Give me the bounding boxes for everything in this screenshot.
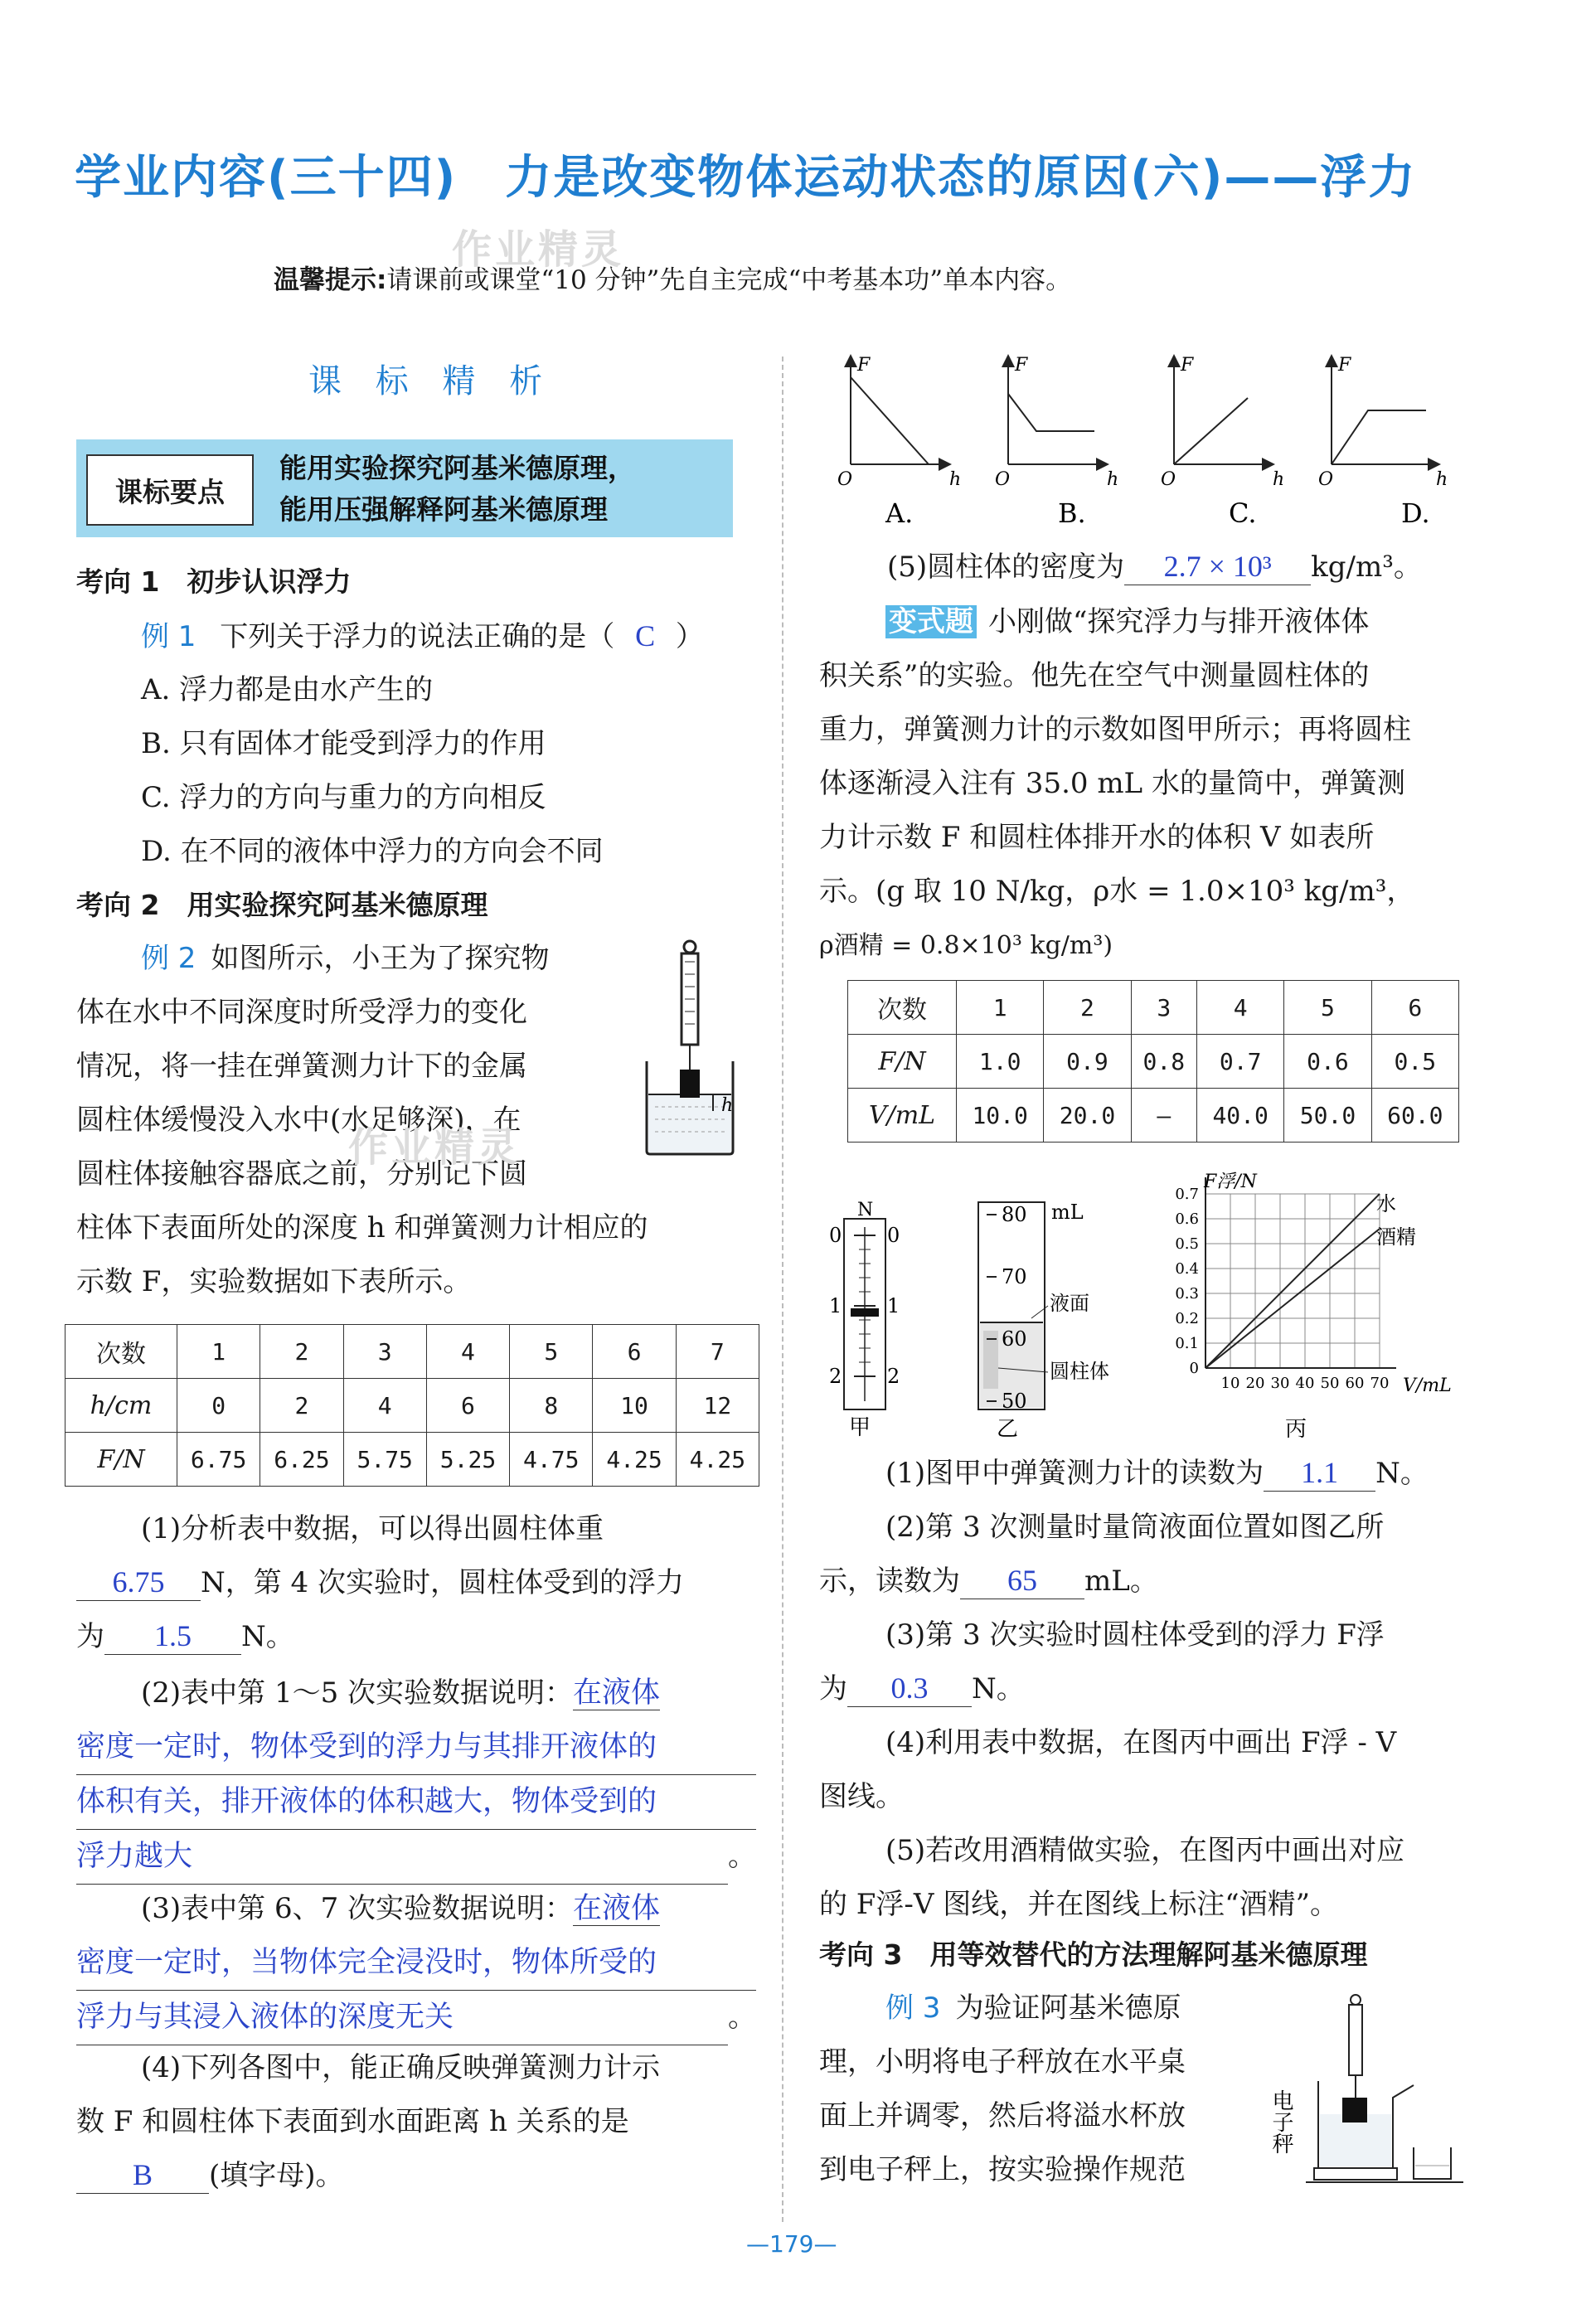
table-cell: 10 <box>593 1379 676 1433</box>
y-tick-label: 0.5 <box>1175 1235 1199 1253</box>
period: 。 <box>728 2001 756 2034</box>
table-row <box>848 981 1459 1035</box>
option: C. 浮力的方向与重力的方向相反 <box>141 781 546 814</box>
v2-text: 示，读数为 <box>819 1565 960 1598</box>
ex1-stem <box>141 609 704 664</box>
yi-tick: 60 <box>1002 1327 1027 1351</box>
q2-answer: 密度一定时，物体受到的浮力与其排开液体的 <box>76 1720 756 1775</box>
v4-line: 图线。 <box>819 1780 904 1813</box>
table-cell: 3 <box>1131 981 1196 1035</box>
y-tick-label: 0.3 <box>1175 1285 1199 1303</box>
q4-block <box>76 2041 756 2203</box>
table-row <box>848 1035 1459 1089</box>
v3-text: 为 <box>819 1672 847 1705</box>
kaoxiang-2: 考向 2 用实验探究阿基米德原理 <box>76 889 488 921</box>
table-cell: 4 <box>343 1379 426 1433</box>
data-table-1 <box>65 1324 759 1487</box>
axis-h: h <box>1273 469 1285 490</box>
jia-tick: 1 <box>829 1294 842 1317</box>
axis-f: F <box>1338 355 1351 376</box>
key-line: 能用实验探究阿基米德原理， <box>279 452 635 484</box>
q1-answer-weight: 6.75 <box>76 1564 201 1601</box>
graph-options <box>829 352 1492 539</box>
table-cell: 3 <box>343 1325 426 1379</box>
ex3-label: 例 3 <box>885 1992 941 2025</box>
key-text <box>279 448 635 531</box>
option: A. 浮力都是由水产生的 <box>141 673 434 706</box>
axis-o: O <box>837 469 853 490</box>
table-cell: 4 <box>1197 981 1284 1035</box>
fig-label-yi: 乙 <box>997 1417 1019 1442</box>
yi-tick: 50 <box>1002 1390 1027 1413</box>
jia-tick: 1 <box>887 1294 900 1317</box>
kaoxiang-3: 考向 3 用等效替代的方法理解阿基米德原理 <box>819 1938 1368 1971</box>
section-title: 课 标 精 析 <box>308 362 555 400</box>
table-cell: 10.0 <box>957 1089 1044 1143</box>
table-cell: 20.0 <box>1044 1089 1131 1143</box>
table-cell: — <box>1131 1089 1196 1143</box>
table-cell: 5 <box>1284 981 1371 1035</box>
ex1-text: 下列关于浮力的说法正确的是（ <box>220 620 615 653</box>
yi-surface-label: 液面 <box>1050 1292 1089 1315</box>
table-cell: 6 <box>593 1325 676 1379</box>
q5-unit: kg/m³。 <box>1311 551 1422 584</box>
row-label: V/mL <box>848 1089 957 1143</box>
yi-unit: mL <box>1051 1201 1084 1224</box>
graph-label: D. <box>1401 497 1430 529</box>
key-label: 课标要点 <box>86 454 254 526</box>
ex3-line: 面上并调零，然后将溢水杯放 <box>819 2099 1186 2132</box>
ex1-close: ） <box>675 620 704 653</box>
scale-label: 电子秤 <box>1269 2089 1293 2154</box>
jia-tick: 0 <box>829 1224 842 1247</box>
y-tick-label: 0 <box>1189 1360 1199 1377</box>
fig-h-label: h <box>721 1095 734 1116</box>
q2-block <box>76 1666 756 1885</box>
table-cell: 0.8 <box>1131 1035 1196 1089</box>
q2-answer: 体积有关，排开液体的体积越大，物体受到的 <box>76 1775 756 1830</box>
q1-line: (1)分析表中数据，可以得出圆柱体重 <box>141 1512 604 1545</box>
data-table-2 <box>847 980 1459 1143</box>
v2-answer: 65 <box>960 1562 1084 1599</box>
q4-answer: B <box>76 2156 209 2194</box>
y-tick-label: 0.6 <box>1175 1210 1199 1228</box>
table-cell: 0.6 <box>1284 1035 1371 1089</box>
q1-block <box>76 1502 756 1664</box>
table-cell: 0.7 <box>1197 1035 1284 1089</box>
row-label: h/cm <box>65 1379 177 1433</box>
variant-line: 重力，弹簧测力计的示数如图甲所示；再将圆柱 <box>819 713 1411 746</box>
graph-c <box>1161 355 1284 529</box>
v5-line: 的 F浮-V 图线，并在图线上标注“酒精”。 <box>819 1888 1339 1921</box>
q5-answer: 2.7 × 10³ <box>1124 548 1311 585</box>
table-cell: 1.0 <box>957 1035 1044 1089</box>
spring-scale-beaker-figure <box>638 937 746 1169</box>
ex2-label: 例 2 <box>141 942 196 975</box>
v5-line: (5)若改用酒精做实验，在图丙中画出对应 <box>885 1834 1405 1867</box>
yi-tick: 80 <box>1002 1203 1027 1226</box>
x-tick-label: 50 <box>1320 1375 1340 1392</box>
q1-text: N，第 4 次实验时，圆柱体受到的浮力 <box>201 1566 684 1599</box>
axis-f: F <box>1015 355 1028 376</box>
graph-label: A. <box>885 497 914 529</box>
table-cell: 2 <box>260 1379 343 1433</box>
table-cell: 6 <box>1371 981 1458 1035</box>
yi-tick: 70 <box>1002 1265 1027 1288</box>
row-label: 次数 <box>65 1325 177 1379</box>
axis-o: O <box>1318 469 1334 490</box>
variant-line: 示。(g 取 10 N/kg，ρ水 = 1.0×10³ kg/m³， <box>819 875 1415 908</box>
graph-label: B. <box>1058 497 1086 529</box>
key-line: 能用压强解释阿基米德原理 <box>279 493 608 526</box>
q2-answer: 在液体 <box>573 1676 661 1710</box>
chart-series <box>1205 1194 1380 1368</box>
key-box <box>76 439 733 537</box>
q2-text: (2)表中第 1～5 次实验数据说明： <box>141 1676 574 1710</box>
row-label: F/N <box>848 1035 957 1089</box>
chart-ylabel: F浮/N <box>1204 1172 1257 1192</box>
table-cell: 4.75 <box>510 1433 593 1487</box>
table-cell: 1 <box>957 981 1044 1035</box>
table-cell: 4.25 <box>593 1433 676 1487</box>
v2-line: (2)第 3 次测量时量筒液面位置如图乙所 <box>885 1511 1385 1544</box>
x-tick-label: 40 <box>1295 1375 1315 1392</box>
x-tick-label: 60 <box>1345 1375 1365 1392</box>
variant-label: 变式题 <box>885 605 977 638</box>
page-title: 学业内容(三十四) 力是改变物体运动状态的原因(六)——浮力 <box>75 151 1417 205</box>
option: B. 只有固体才能受到浮力的作用 <box>141 727 546 760</box>
q4-line: 数 F 和圆柱体下表面到水面距离 h 关系的是 <box>76 2105 629 2138</box>
jia-tick: 0 <box>887 1224 900 1247</box>
y-tick-label: 0.4 <box>1175 1260 1199 1278</box>
variant-line: ρ酒精 = 0.8×10³ kg/m³) <box>819 931 1113 960</box>
axis-h: h <box>949 469 962 490</box>
q5-text: (5)圆柱体的密度为 <box>887 551 1125 584</box>
table-cell: 5 <box>510 1325 593 1379</box>
overflow-cup-figure <box>1269 1990 1488 2197</box>
axis-h: h <box>1436 469 1448 490</box>
table-cell: 2 <box>260 1325 343 1379</box>
variant-line: 体逐渐浸入注有 35.0 mL 水的量筒中，弹簧测 <box>819 767 1405 800</box>
variant-line: 小刚做“探究浮力与排开液体体 <box>988 605 1370 638</box>
yi-cylinder-label: 圆柱体 <box>1050 1360 1109 1383</box>
q4-tail: (填字母)。 <box>209 2159 344 2192</box>
series-line-alcohol <box>1205 1229 1380 1368</box>
table-cell: 2 <box>1044 981 1131 1035</box>
ex2-line: 柱体下表面所处的深度 h 和弹簧测力计相应的 <box>76 1211 648 1244</box>
tip-text: 请课前或课堂“10 分钟”先自主完成“中考基本功”单本内容。 <box>386 265 1072 295</box>
x-tick-label: 70 <box>1370 1375 1390 1392</box>
variant-line: 积关系”的实验。他先在空气中测量圆柱体的 <box>819 659 1370 692</box>
watermark: 作业精灵 <box>348 1124 521 1171</box>
v1-text: (1)图甲中弹簧测力计的读数为 <box>885 1457 1264 1490</box>
q2-answer: 浮力越大 <box>76 1830 728 1885</box>
q4-line: (4)下列各图中，能正确反映弹簧测力计示 <box>141 2051 661 2084</box>
table-cell: 6.25 <box>260 1433 343 1487</box>
v1-unit: N。 <box>1375 1457 1429 1490</box>
table-cell: 60.0 <box>1371 1089 1458 1143</box>
q1-answer-buoyancy: 1.5 <box>104 1618 241 1655</box>
y-tick-label: 0.2 <box>1175 1310 1199 1327</box>
chart-xlabel: V/mL <box>1403 1375 1452 1396</box>
table-cell: 50.0 <box>1284 1089 1371 1143</box>
v3-line: (3)第 3 次实验时圆柱体受到的浮力 F浮 <box>885 1618 1385 1652</box>
figure-bing-chart <box>1154 1169 1469 1443</box>
q3-answer: 在液体 <box>573 1892 661 1925</box>
x-tick-label: 20 <box>1245 1375 1265 1392</box>
table-cell: 1 <box>177 1325 260 1379</box>
figure-jia-spring-scale <box>821 1202 904 1443</box>
option: D. 在不同的液体中浮力的方向会不同 <box>141 835 604 868</box>
v2-unit: mL。 <box>1084 1565 1158 1598</box>
ex1-answer: C <box>635 619 656 653</box>
tip-label: 温馨提示: <box>274 265 387 295</box>
v1-answer: 1.1 <box>1264 1454 1375 1492</box>
chart-series-label-alcohol: 酒精 <box>1376 1225 1416 1249</box>
table-cell: 12 <box>676 1379 759 1433</box>
table-cell: 8 <box>510 1379 593 1433</box>
x-tick-label: 10 <box>1220 1375 1240 1392</box>
q1-text: 为 <box>76 1620 104 1653</box>
jia-tick: 2 <box>829 1365 842 1388</box>
table-cell: 0.5 <box>1371 1035 1458 1089</box>
ex2-line: 情况，将一挂在弹簧测力计下的金属 <box>76 1050 527 1083</box>
ex1-label: 例 1 <box>141 620 196 653</box>
table-cell: 4.25 <box>676 1433 759 1487</box>
ex3-block <box>819 1982 1267 2197</box>
period: 。 <box>728 1840 756 1873</box>
graph-label: C. <box>1229 497 1257 529</box>
table-cell: 7 <box>676 1325 759 1379</box>
q1-text: N。 <box>241 1620 294 1653</box>
ex2-line: 圆柱体缓慢没入水中(水足够深)，在 <box>76 1104 521 1137</box>
table-row <box>848 1089 1459 1143</box>
variant-line: 力计示数 F 和圆柱体排开水的体积 V 如表所 <box>819 821 1375 854</box>
row-label: 次数 <box>848 981 957 1035</box>
q5-line <box>887 541 1422 594</box>
y-tick-label: 0.1 <box>1175 1335 1199 1352</box>
table-row <box>65 1433 759 1487</box>
v4-line: (4)利用表中数据，在图丙中画出 F浮 - V <box>885 1726 1397 1759</box>
ex3-line: 为验证阿基米德原 <box>955 1992 1181 2025</box>
graph-d <box>1318 355 1448 529</box>
axis-o: O <box>1161 469 1176 490</box>
graph-a <box>837 355 961 529</box>
axis-o: O <box>995 469 1011 490</box>
table-cell: 0.9 <box>1044 1035 1131 1089</box>
table-cell: 4 <box>426 1325 509 1379</box>
ex2-line: 示数 F，实验数据如下表所示。 <box>76 1265 472 1298</box>
jia-tick: 2 <box>887 1365 900 1388</box>
ex3-line: 到电子秤上，按实验操作规范 <box>819 2153 1186 2186</box>
table-cell: 6.75 <box>177 1433 260 1487</box>
ex3-line: 理，小明将电子秤放在水平桌 <box>819 2045 1186 2079</box>
q3-answer: 密度一定时，当物体完全浸没时，物体所受的 <box>76 1936 756 1991</box>
table-cell: 5.25 <box>426 1433 509 1487</box>
axis-h: h <box>1107 469 1119 490</box>
ex2-line: 如图所示，小王为了探究物 <box>211 942 550 975</box>
tip <box>274 259 1071 296</box>
fig-label-jia: 甲 <box>849 1415 871 1440</box>
table-cell: 6 <box>426 1379 509 1433</box>
y-tick-label: 0.7 <box>1175 1186 1199 1203</box>
column-divider <box>782 357 783 2222</box>
axis-f: F <box>1181 355 1194 376</box>
ex2-line: 圆柱体接触容器底之前，分别记下圆 <box>76 1157 527 1191</box>
figure-yi-cylinder <box>945 1194 1136 1443</box>
ex2-line: 体在水中不同深度时所受浮力的变化 <box>76 996 527 1029</box>
q3-block <box>76 1882 756 2045</box>
page-number: —179— <box>746 2230 837 2258</box>
row-label: F/N <box>65 1433 177 1487</box>
q3-answer: 浮力与其浸入液体的深度无关 <box>76 1991 728 2045</box>
v3-unit: N。 <box>972 1672 1025 1705</box>
table-cell: 5.75 <box>343 1433 426 1487</box>
watermark: 作业精灵 <box>452 226 625 273</box>
table-row <box>65 1379 759 1433</box>
series-line-water <box>1205 1194 1380 1368</box>
v3-answer: 0.3 <box>847 1670 972 1707</box>
axis-f: F <box>857 355 871 376</box>
x-tick-label: 30 <box>1270 1375 1290 1392</box>
table-cell: 40.0 <box>1197 1089 1284 1143</box>
kaoxiang-1: 考向 1 初步认识浮力 <box>76 565 352 598</box>
v-questions <box>819 1447 1499 1932</box>
jia-unit: N <box>857 1200 874 1220</box>
chart-series-label-water: 水 <box>1376 1192 1396 1215</box>
table-cell: 0 <box>177 1379 260 1433</box>
graph-b <box>995 355 1118 529</box>
ex1-options <box>141 663 604 879</box>
variant-block <box>819 595 1499 973</box>
q3-text: (3)表中第 6、7 次实验数据说明： <box>141 1892 574 1925</box>
fig-label-bing: 丙 <box>1285 1417 1307 1442</box>
table-row <box>65 1325 759 1379</box>
